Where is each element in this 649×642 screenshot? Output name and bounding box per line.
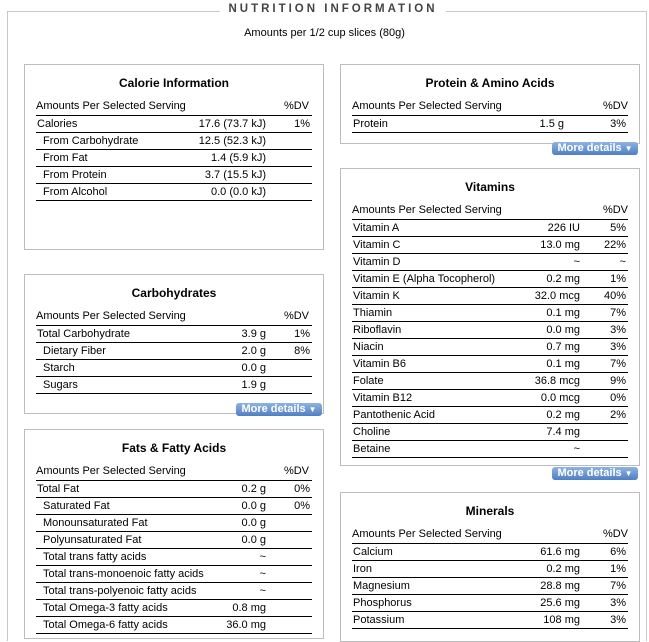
nutrient-amount: ~ [259, 568, 266, 580]
table-row [36, 481, 312, 498]
nutrient-amount: 32.0 mcg [534, 290, 580, 302]
triangle-down-icon: ▼ [624, 469, 633, 478]
table-row [352, 595, 628, 612]
nutrient-name: Sugars [43, 379, 78, 391]
nutrient-name: Thiamin [353, 307, 393, 319]
nutrient-amount: 13.0 mg [540, 239, 580, 251]
table-row [352, 373, 628, 390]
carbs-more-details-button[interactable] [236, 403, 322, 416]
nutrient-name: Vitamin D [353, 256, 401, 268]
nutrient-amount: 25.6 mg [540, 597, 580, 609]
nutrient-amount: 3.9 g [241, 328, 266, 340]
nutrient-amount: 0.2 mg [546, 563, 580, 575]
table-row [36, 150, 312, 167]
table-row [352, 612, 628, 629]
amount-header: Amounts Per Selected Serving [352, 528, 502, 540]
nutrient-name: Calcium [353, 546, 393, 558]
table-row [36, 343, 312, 360]
nutrient-name: Vitamin C [353, 239, 401, 251]
nutrient-name: Total Fat [37, 483, 80, 495]
table-header [36, 308, 312, 326]
dv-header: %DV [602, 100, 628, 112]
nutrient-dv: 3% [610, 118, 626, 130]
nutrient-dv: 2% [610, 409, 626, 421]
nutrient-amount: 1.4 (5.9 kJ) [210, 152, 266, 164]
nutrient-dv: 6% [610, 546, 626, 558]
nutrient-name: Phosphorus [353, 597, 412, 609]
nutrient-name: Niacin [353, 341, 384, 353]
nutrient-name: Betaine [353, 443, 391, 455]
table-row [36, 498, 312, 515]
table-row [36, 116, 312, 133]
table-row [352, 356, 628, 373]
serving-size: Amounts per 1/2 cup slices (80g) [244, 27, 405, 39]
nutrient-amount: 17.6 (73.7 kJ) [198, 118, 266, 130]
vitamins-more-details-button[interactable] [552, 467, 638, 480]
nutrient-amount: 0.0 g [241, 534, 266, 546]
table-body [352, 116, 628, 133]
dv-header: %DV [283, 310, 309, 322]
nutrient-amount: 12.5 (52.3 kJ) [198, 135, 266, 147]
nutrient-dv: 8% [294, 345, 310, 357]
table-row [352, 561, 628, 578]
table-row [352, 390, 628, 407]
nutrient-amount: 2.0 g [241, 345, 266, 357]
nutrient-amount: 1.5 g [539, 118, 564, 130]
dv-header: %DV [602, 204, 628, 216]
triangle-down-icon: ▼ [624, 144, 633, 153]
table-row [36, 377, 312, 394]
carbohydrates-panel [24, 274, 324, 414]
nutrient-amount: 108 mg [543, 614, 580, 626]
amount-header: Amounts Per Selected Serving [36, 465, 186, 477]
nutrient-amount: 226 IU [547, 222, 580, 234]
dv-header: %DV [283, 100, 309, 112]
nutrient-amount: 0.1 mg [546, 358, 580, 370]
amount-header: Amounts Per Selected Serving [352, 100, 502, 112]
nutrient-amount: ~ [259, 551, 266, 563]
nutrient-amount: 36.8 mcg [534, 375, 580, 387]
table-row [36, 133, 312, 150]
table-row [36, 515, 312, 532]
nutrient-name: Calories [37, 118, 78, 130]
nutrient-name: Potassium [353, 614, 405, 626]
nutrient-name: Total Omega-6 fatty acids [43, 619, 168, 631]
nutrient-name: Vitamin B6 [353, 358, 406, 370]
table-header [36, 98, 312, 116]
panel-title: Minerals [465, 504, 515, 518]
nutrient-amount: 0.0 g [241, 362, 266, 374]
nutrient-name: Protein [353, 118, 388, 130]
table-row [352, 424, 628, 441]
calorie-panel [24, 64, 324, 250]
table-row [36, 167, 312, 184]
nutrient-dv: 3% [610, 341, 626, 353]
nutrient-dv: 7% [610, 358, 626, 370]
nutrient-name: Dietary Fiber [43, 345, 106, 357]
nutrient-amount: 0.0 g [241, 500, 266, 512]
nutrient-dv: 3% [610, 614, 626, 626]
nutrient-dv: 3% [610, 324, 626, 336]
nutrient-amount: 0.2 mg [546, 409, 580, 421]
nutrient-name: From Alcohol [43, 186, 108, 198]
nutrient-amount: 0.7 mg [546, 341, 580, 353]
nutrient-amount: 0.0 g [241, 517, 266, 529]
panel-title: Vitamins [465, 180, 515, 194]
nutrient-amount: 0.0 mcg [540, 392, 580, 404]
nutrient-dv: 5% [610, 222, 626, 234]
nutrient-name: Vitamin A [353, 222, 400, 234]
table-row [352, 220, 628, 237]
nutrient-dv: 22% [603, 239, 626, 251]
table-body [36, 326, 312, 394]
panel-title: Fats & Fatty Acids [121, 441, 227, 455]
nutrient-name: Vitamin B12 [353, 392, 413, 404]
table-row [352, 288, 628, 305]
dv-header: %DV [602, 528, 628, 540]
table-row [352, 407, 628, 424]
nutrient-dv: 0% [610, 392, 626, 404]
nutrient-name: Monounsaturated Fat [43, 517, 148, 529]
nutrient-amount: 3.7 (15.5 kJ) [204, 169, 266, 181]
nutrient-amount: ~ [573, 256, 580, 268]
table-row [352, 544, 628, 561]
table-row [36, 549, 312, 566]
table-row [352, 305, 628, 322]
nutrient-name: Total trans fatty acids [43, 551, 147, 563]
nutrient-name: Folate [353, 375, 384, 387]
nutrient-name: From Fat [43, 152, 88, 164]
nutrient-amount: 0.2 mg [546, 273, 580, 285]
nutrient-name: Total Omega-3 fatty acids [43, 602, 168, 614]
nutrient-amount: ~ [259, 585, 266, 597]
nutrient-dv: 7% [610, 580, 626, 592]
protein-more-details-button[interactable] [552, 142, 638, 155]
nutrient-name: Polyunsaturated Fat [43, 534, 142, 546]
table-body [36, 481, 312, 634]
table-body [36, 116, 312, 201]
table-row [352, 322, 628, 339]
panel-title: Protein & Amino Acids [425, 76, 555, 90]
protein-panel [340, 64, 640, 144]
nutrient-name: Total Carbohydrate [37, 328, 130, 340]
nutrient-name: Vitamin E (Alpha Tocopherol) [353, 273, 496, 285]
nutrient-name: Saturated Fat [43, 500, 110, 512]
amount-header: Amounts Per Selected Serving [352, 204, 502, 216]
minerals-panel [340, 492, 640, 642]
dv-header: %DV [283, 465, 309, 477]
table-row [352, 271, 628, 288]
table-header [36, 463, 312, 481]
nutrient-name: Total trans-monoenoic fatty acids [43, 568, 204, 580]
more-details-label: More details [241, 403, 306, 415]
fats-panel [24, 429, 324, 639]
nutrient-name: Pantothenic Acid [353, 409, 435, 421]
amount-header: Amounts Per Selected Serving [36, 100, 186, 112]
nutrient-dv: 0% [294, 500, 310, 512]
nutrient-dv: 40% [603, 290, 626, 302]
amount-header: Amounts Per Selected Serving [36, 310, 186, 322]
table-row [36, 600, 312, 617]
nutrient-dv: 7% [610, 307, 626, 319]
nutrient-dv: 1% [294, 328, 310, 340]
nutrient-amount: 28.8 mg [540, 580, 580, 592]
nutrient-name: From Carbohydrate [43, 135, 139, 147]
table-header [352, 526, 628, 544]
table-row [352, 116, 628, 133]
nutrient-name: From Protein [43, 169, 107, 181]
nutrient-dv: ~ [619, 256, 626, 268]
page-title: NUTRITION INFORMATION [220, 3, 446, 19]
table-row [36, 184, 312, 201]
vitamins-panel [340, 168, 640, 466]
table-row [352, 578, 628, 595]
triangle-down-icon: ▼ [308, 405, 317, 414]
nutrient-dv: 1% [294, 118, 310, 130]
table-body [352, 220, 628, 458]
table-body [352, 544, 628, 629]
nutrient-amount: 0.8 mg [232, 602, 266, 614]
table-row [36, 360, 312, 377]
nutrient-dv: 9% [610, 375, 626, 387]
nutrient-name: Vitamin K [353, 290, 400, 302]
table-row [36, 583, 312, 600]
nutrient-name: Magnesium [353, 580, 410, 592]
table-row [352, 237, 628, 254]
table-row [352, 339, 628, 356]
nutrient-name: Choline [353, 426, 391, 438]
more-details-label: More details [557, 467, 622, 479]
nutrient-dv: 1% [610, 273, 626, 285]
nutrient-amount: ~ [573, 443, 580, 455]
nutrient-amount: 36.0 mg [226, 619, 266, 631]
table-row [36, 532, 312, 549]
nutrient-amount: 7.4 mg [546, 426, 580, 438]
table-row [352, 441, 628, 458]
panel-title: Calorie Information [118, 76, 229, 90]
table-row [36, 566, 312, 583]
nutrient-name: Riboflavin [353, 324, 402, 336]
nutrient-amount: 0.0 (0.0 kJ) [210, 186, 266, 198]
more-details-label: More details [557, 142, 622, 154]
table-header [352, 202, 628, 220]
nutrient-amount: 1.9 g [241, 379, 266, 391]
panel-title: Carbohydrates [131, 286, 217, 300]
nutrient-dv: 3% [610, 597, 626, 609]
nutrient-name: Starch [43, 362, 75, 374]
table-row [36, 617, 312, 634]
nutrient-amount: 0.2 g [241, 483, 266, 495]
table-header [352, 98, 628, 116]
nutrient-dv: 0% [294, 483, 310, 495]
nutrient-dv: 1% [610, 563, 626, 575]
nutrient-name: Total trans-polyenoic fatty acids [43, 585, 197, 597]
nutrient-amount: 61.6 mg [540, 546, 580, 558]
nutrient-name: Iron [353, 563, 372, 575]
nutrient-amount: 0.0 mg [546, 324, 580, 336]
table-row [352, 254, 628, 271]
table-row [36, 326, 312, 343]
nutrient-amount: 0.1 mg [546, 307, 580, 319]
